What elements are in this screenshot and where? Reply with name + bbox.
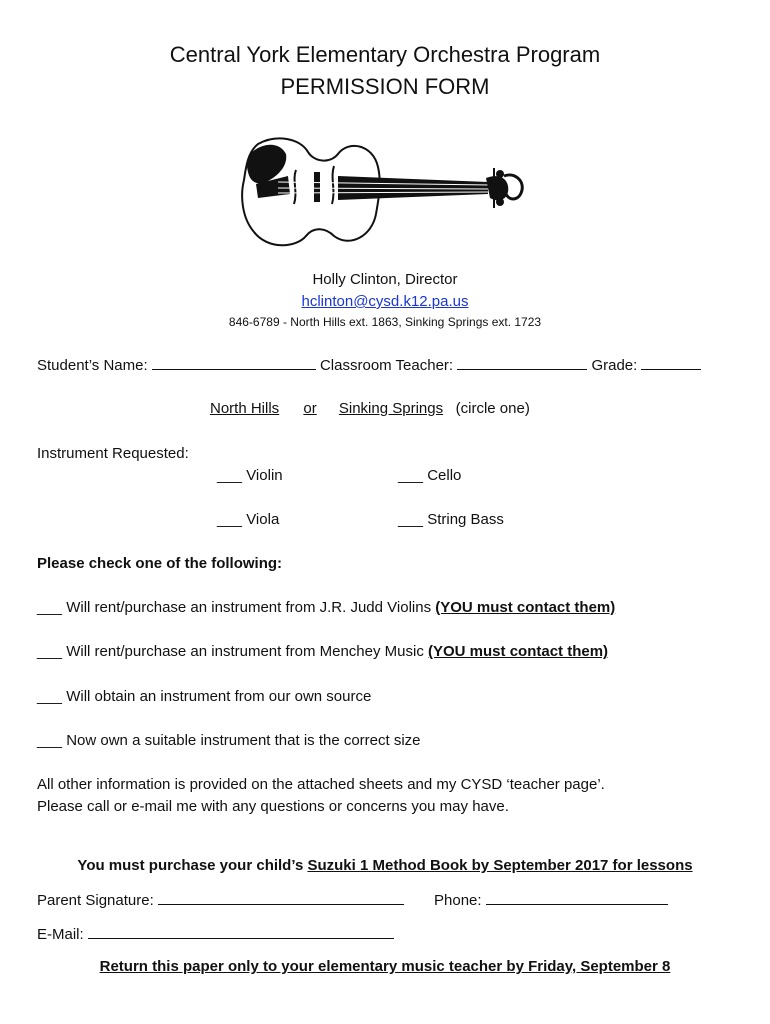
checklist-item-own-instrument[interactable]	[37, 732, 421, 750]
form-title: PERMISSION FORM	[280, 74, 490, 99]
viola-label: Viola	[246, 511, 280, 528]
phone-row	[434, 891, 668, 910]
parent-signature-label: Parent Signature:	[37, 892, 154, 909]
instrument-option-viola[interactable]	[217, 511, 279, 529]
checklist-heading: Please check one of the following:	[37, 555, 283, 572]
suzuki-notice-deadline: Suzuki 1 Method Book by September 2017 for lessons	[307, 857, 693, 874]
school-choice	[210, 400, 530, 418]
student-name-label: Student’s Name:	[37, 357, 148, 374]
checklist-item-judd[interactable]	[37, 599, 615, 617]
viola-checkbox[interactable]: ___	[217, 511, 243, 528]
instrument-option-cello[interactable]	[398, 467, 461, 485]
info-line-2: Please call or e-mail me with any questions or concerns you may have.	[37, 798, 509, 815]
director-phone: 846-6789 - North Hills ext. 1863, Sinking Springs ext. 1723	[228, 315, 542, 329]
classroom-teacher-field[interactable]	[457, 356, 587, 370]
email-field[interactable]	[88, 925, 394, 939]
director-name: Holly Clinton, Director	[312, 271, 458, 288]
school-option-sinking-springs[interactable]: Sinking Springs	[338, 400, 444, 417]
email-row	[37, 925, 394, 944]
grade-field[interactable]	[641, 356, 701, 370]
judd-checkbox[interactable]: ___	[37, 599, 63, 616]
violin-checkbox[interactable]: ___	[217, 467, 243, 484]
school-or: or	[303, 400, 317, 417]
return-instructions: Return this paper only to your elementary music teacher by Friday, September 8	[99, 958, 671, 975]
page-title: Central York Elementary Orchestra Program	[169, 42, 601, 67]
phone-field[interactable]	[486, 891, 668, 905]
suzuki-notice	[0, 857, 770, 875]
own-source-text: Will obtain an instrument from our own source	[66, 688, 372, 705]
info-line-1: All other information is provided on the attached sheets and my CYSD ‘teacher page’.	[37, 776, 605, 793]
instrument-option-violin[interactable]	[217, 467, 283, 485]
student-name-field[interactable]	[152, 356, 316, 370]
violin-label: Violin	[246, 467, 283, 484]
own-source-checkbox[interactable]: ___	[37, 688, 63, 705]
student-info-row	[37, 356, 701, 375]
instrument-label: Instrument Requested:	[37, 445, 189, 462]
menchey-text: Will rent/purchase an instrument from Menchey Music	[66, 643, 424, 660]
email-label: E-Mail:	[37, 926, 84, 943]
classroom-teacher-label: Classroom Teacher:	[319, 357, 454, 374]
checklist-item-menchey[interactable]	[37, 643, 608, 661]
own-instrument-text: Now own a suitable instrument that is the correct size	[66, 732, 421, 749]
grade-label: Grade:	[591, 357, 638, 374]
menchey-checkbox[interactable]: ___	[37, 643, 63, 660]
cello-checkbox[interactable]: ___	[398, 467, 424, 484]
phone-label: Phone:	[434, 892, 482, 909]
director-email-link[interactable]: hclinton@cysd.k12.pa.us	[301, 293, 469, 310]
checklist-item-own-source[interactable]	[37, 688, 371, 706]
cello-label: Cello	[427, 467, 462, 484]
school-option-north-hills[interactable]: North Hills	[210, 400, 280, 417]
instrument-option-bass[interactable]	[398, 511, 504, 529]
judd-text: Will rent/purchase an instrument from J.R. Judd Violins	[66, 599, 432, 616]
bass-label: String Bass	[427, 511, 504, 528]
own-instrument-checkbox[interactable]: ___	[37, 732, 63, 749]
violin-icon	[238, 132, 533, 252]
suzuki-notice-prefix: You must purchase your child’s	[77, 857, 308, 874]
bass-checkbox[interactable]: ___	[398, 511, 424, 528]
judd-contact-note: (YOU must contact them)	[435, 599, 616, 616]
parent-signature-row	[37, 891, 404, 910]
circle-one-note: (circle one)	[455, 400, 530, 417]
parent-signature-field[interactable]	[158, 891, 404, 905]
menchey-contact-note: (YOU must contact them)	[428, 643, 609, 660]
